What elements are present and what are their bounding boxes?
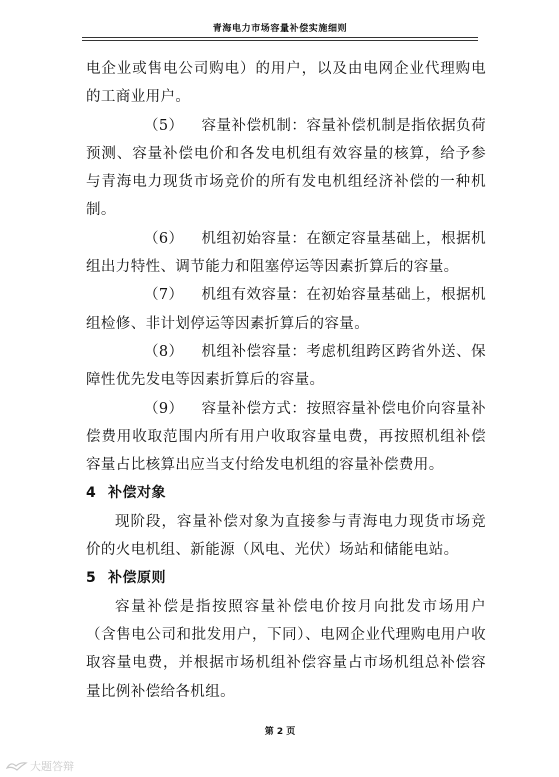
item-text: 机组初始容量：在额定容量基础上，根据机组出力特性、调节能力和阻塞停运等因素折算后的容量。 bbox=[86, 230, 486, 276]
header-rule-top bbox=[82, 37, 478, 38]
item-number: （7） bbox=[144, 287, 184, 304]
definition-item-9 bbox=[86, 395, 486, 480]
section-heading-4 bbox=[86, 479, 486, 507]
definition-item-7 bbox=[86, 281, 486, 338]
section-number: 4 bbox=[86, 485, 97, 502]
section-heading-5 bbox=[86, 564, 486, 592]
item-text: 机组有效容量：在初始容量基础上，根据机组检修、非计划停运等因素折算后的容量。 bbox=[86, 287, 486, 332]
item-number: （9） bbox=[144, 400, 184, 417]
item-text: 容量补偿机制：容量补偿机制是指依据负荷预测、容量补偿电价和各发电机组有效容量的核算，给予参与青海电力现货市场竞价的所有发电机组经济补偿的一种机制。 bbox=[86, 117, 486, 219]
paragraph-continuation: 电企业或售电公司购电）的用户，以及由电网企业代理购电的工商业用户。 bbox=[86, 61, 486, 106]
section-title: 补偿对象 bbox=[108, 485, 166, 502]
definition-item-5 bbox=[86, 112, 486, 225]
item-number: （5） bbox=[144, 117, 184, 134]
document-body bbox=[86, 55, 486, 706]
header-rule-bottom bbox=[82, 40, 478, 41]
section-title: 补偿原则 bbox=[108, 570, 166, 587]
watermark-text: 大题答辩 bbox=[30, 760, 74, 773]
definition-item-6 bbox=[86, 225, 486, 282]
item-number: （6） bbox=[144, 230, 184, 247]
item-text: 容量补偿方式：按照容量补偿电价向容量补偿费用收取范围内所有用户收取容量电费，再按照机组补偿容量占比核算出应当支付给发电机组的容量补偿费用。 bbox=[86, 400, 486, 474]
page-number: 第 2 页 bbox=[264, 727, 296, 737]
running-header: 青海电力市场容量补偿实施细则 bbox=[212, 24, 348, 34]
section-4-text: 现阶段，容量补偿对象为直接参与青海电力现货市场竞价的火电机组、新能源（风电、光伏）场站和储能电站。 bbox=[86, 513, 486, 559]
item-number: （8） bbox=[144, 343, 184, 360]
item-text: 机组补偿容量：考虑机组跨区跨省外送、保障性优先发电等因素折算后的容量。 bbox=[86, 343, 486, 389]
definition-item-8 bbox=[86, 338, 486, 395]
bird-logo-icon bbox=[6, 760, 28, 772]
watermark bbox=[6, 758, 74, 774]
section-number: 5 bbox=[86, 570, 97, 587]
section-5-text: 容量补偿是指按照容量补偿电价按月向批发市场用户（含售电公司和批发用户，下同）、电网企业代理购电用户收取容量电费，并根据市场机组补偿容量占市场机组总补偿容量比例补偿给各机组。 bbox=[86, 598, 486, 700]
